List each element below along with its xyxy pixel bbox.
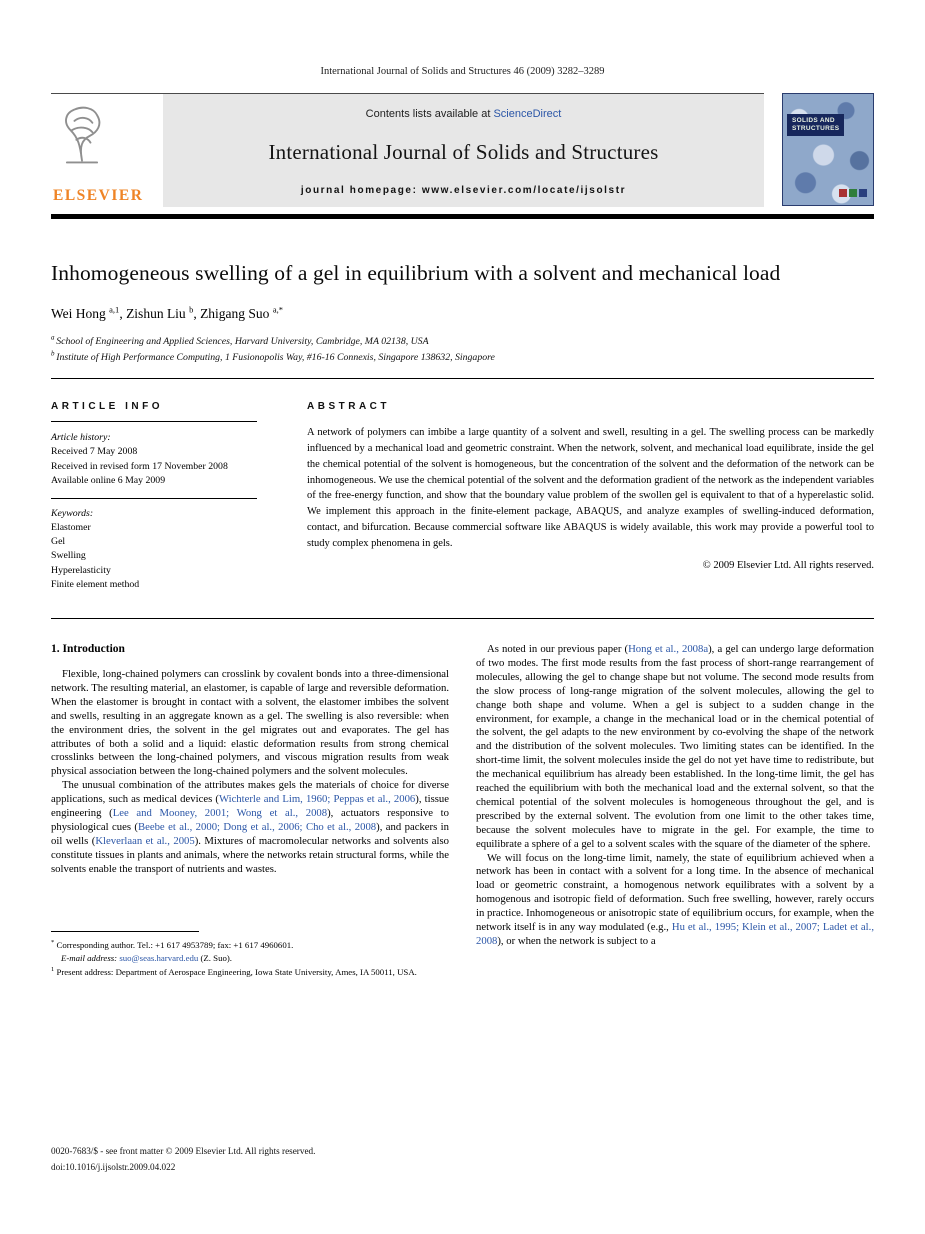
citation-link[interactable]: Beebe et al., 2000; Dong et al., 2006; Cho et al., 2008 [137, 820, 377, 833]
issn-copyright-line: 0020-7683/$ - see front matter © 2009 Elsevier Ltd. All rights reserved. [51, 1146, 316, 1156]
citation-link[interactable]: Lee and Mooney, 2001; Wong et al., 2008 [112, 807, 328, 820]
text-segment: The unusual combination of the attributes makes gels the materials of choice for diverse applications, such as medical devices ( [51, 779, 449, 806]
paragraph [51, 779, 449, 876]
info-separator-rule [51, 498, 257, 499]
superscript: a,* [272, 304, 283, 315]
copyright-line: © 2009 Elsevier Ltd. All rights reserved. [702, 560, 874, 572]
text-segment: ), tissue engineering ( [51, 793, 449, 820]
footnote-corresponding-author [51, 939, 449, 953]
email-link[interactable]: suo@seas.harvard.edu [119, 953, 199, 964]
text-segment: Present address: Department of Aerospace Engineering, Iowa State University, Ames, IA 50011, USA. [54, 966, 417, 977]
body-right-column [476, 643, 874, 979]
header-divider-bar [51, 214, 874, 219]
abstract-heading: ABSTRACT [307, 401, 390, 413]
text-segment: ), actuators responsive to physiological cues ( [51, 807, 449, 833]
history-line: Received 7 May 2008 [51, 446, 138, 458]
text-segment: We will focus on the long-time limit, namely, the state of equilibrium achieved when a network has been in contact with a solvent for a long time. In the absence of mechanical load or geometric constraint, a homogenous network equilibrates with a solvent by a homogenous and isotropic field of deformation. Such free swelling, however, rarely occurs in practice. Inhomogeneous or anisotropic state of equilibrium occurs, for example, when the network itself is in any way modulated (e.g., [476, 851, 874, 934]
history-label: Article history: [51, 432, 111, 444]
superscript: b [189, 304, 194, 315]
text-segment: ), or when the network is subject to a [497, 935, 656, 947]
text-segment: ), a gel can undergo large deformation of two modes. The first mode results from the fast process of short-range rearrangement of molecules, allowing the gel to change shape but not volume. The second mode results from the slow process of long-range migration of the solvent molecules, allowing the gel to change both shape and volume. When a gel is subject to a sudden change in the environment, for example, a change in the mechanical load or in the chemical potential of the solvent, the gel adapts to the new environment by co-evolving the shape of the network and the distribution of the solvent molecules. Two limiting states can be identified. In the short-time limit, the solvent molecules inside the gel do not yet have time to redistribute, but the mechanical equilibrium has already been established. In the long-time limit, the gel has reached the equilibrium with both the mechanical load and the external solvent, so that the chemical potential of the solvent molecules is homogeneous throughout the gel, and is prescribed by the external solvent. The evolution from one limit to the other takes time, because the solvent molecules have to migrate in the gel. For example, the time to equilibrate a sphere of a gel to a solvent scales with the square of the diameter of the sphere. [476, 642, 875, 850]
section-heading-introduction: 1. Introduction [51, 642, 125, 655]
keyword: Hyperelasticity [51, 564, 111, 576]
text-segment: As noted in our previous paper ( [487, 642, 629, 655]
affiliations [51, 334, 874, 365]
text-segment: (Z. Suo). [198, 953, 232, 964]
citation-link[interactable]: Kleverlaan et al., 2005 [95, 834, 195, 847]
text-segment: Flexible, long-chained polymers can crosslink by covalent bonds into a three-dimensional network. The resulting material, an elastomer, is capable of large and reversible deformation. When the elastomer is brought in contact with a solvent, the elastomer imbibes the solvent and swells, resulting in an aggregate known as a gel. The swelling is also reversible: when the environment dries, the solvent in the gel migrates out and evaporates. The gel has attributes of both a solid and a liquid: elastic deformation results from strong chemical crosslinks between the long-chained polymers, and viscous migration results from weak physical association between the long-chained polymers and the solvent molecules. [51, 667, 449, 778]
cover-title [787, 114, 844, 136]
article-title: Inhomogeneous swelling of a gel in equilibrium with a solvent and mechanical load [51, 261, 781, 285]
superscript: b [51, 349, 57, 358]
journal-homepage-link[interactable]: journal homepage: www.elsevier.com/locate/ijsolstr [300, 185, 627, 196]
text-segment: ). Mixtures of macromolecular networks and solvents also constitute tissues in plants and animals, where the networks retain structural forms, while the solvents enable the transport of nutrients and wastes. [51, 834, 449, 875]
title-block-rule [51, 378, 874, 379]
text-segment: School of Engineering and Applied Sciences, Harvard University, Cambridge, MA 02138, USA [56, 336, 429, 347]
superscript: a [51, 333, 57, 342]
paragraph [51, 668, 449, 779]
article-footer [51, 1143, 315, 1175]
contents-line [171, 108, 756, 120]
journal-title: International Journal of Solids and Structures [268, 140, 659, 164]
superscript: 1 [51, 965, 55, 973]
abstract-column [307, 401, 874, 592]
keyword: Swelling [51, 550, 86, 562]
keyword: Elastomer [51, 521, 91, 533]
doi-line: doi:10.1016/j.ijsolstr.2009.04.022 [51, 1162, 176, 1173]
elsevier-tree-icon [53, 102, 111, 175]
contents-prefix: Contents lists available at [365, 108, 494, 120]
journal-banner [51, 93, 874, 207]
cover-title-line2: STRUCTURES [792, 125, 840, 133]
affiliation-b [51, 350, 874, 366]
body-left-column [51, 643, 449, 979]
paragraph [476, 643, 874, 852]
superscript: a,1 [109, 304, 120, 315]
body-text-columns [51, 643, 874, 979]
text-segment: Institute of High Performance Computing, 1 Fusionopolis Way, #16-16 Connexis, Singapore 138632, Singapore [56, 351, 495, 363]
cover-title-line1: SOLIDS AND [792, 117, 835, 124]
superscript: * [51, 938, 55, 946]
paragraph [476, 852, 874, 949]
citation-link[interactable]: Hu et al., 1995; Klein et al., 2007; Ladet et al., 2008 [476, 921, 874, 947]
affiliation-a [51, 334, 874, 350]
abstract-text: A network of polymers can imbibe a large quantity of a solvent and swell, resulting in a gel. The swelling process can be markedly influenced by a mechanical load and geometric constraint. When the network, solvent, and mechanical load equilibrate, inside the gel the chemical potential of the solvent is homogeneous, but the concentration of the solvent and the deformation of the network can be inhomogeneous. We use the chemical potential of the solvent and the deformation gradient of the network as the independent variables of the free-energy function, and show that the boundary value problem of the swollen gel is equivalent to that of a hyperelastic solid. We implement this approach in the finite-element package, ABAQUS, and analyze examples of swelling-induced deformation, contact, and bifurcation. Because commercial software like ABAQUS is widely available, this work may provide a powerful tool to study complex phenomena in gels. [307, 427, 874, 549]
footnote-present-address [51, 966, 449, 980]
text-segment: Wei Hong [51, 306, 110, 321]
history-line: Received in revised form 17 November 2008 [51, 460, 228, 472]
footnote-separator-rule [51, 931, 199, 932]
text-segment: E-mail address: [61, 953, 120, 964]
text-segment: , Zishun Liu [119, 306, 190, 321]
cover-issue-flags [839, 189, 867, 197]
sciencedirect-link[interactable]: ScienceDirect [493, 108, 562, 120]
banner-main [51, 93, 764, 207]
article-info-column [51, 401, 257, 592]
footnotes-block [51, 931, 449, 980]
journal-citation-line: International Journal of Solids and Structures 46 (2009) 3282–3289 [320, 66, 605, 77]
text-segment: ), and packers in oil wells ( [51, 820, 449, 847]
text-segment: Corresponding author. Tel.: +1 617 4953789; fax: +1 617 4960601. [54, 939, 294, 950]
article-info-heading: ARTICLE INFO [51, 401, 257, 422]
author-line [51, 306, 874, 322]
footnote-email [51, 952, 449, 966]
journal-cover-thumbnail[interactable] [782, 93, 874, 206]
elsevier-wordmark: ELSEVIER [53, 187, 144, 204]
citation-link[interactable]: Hong et al., 2008a [628, 642, 709, 655]
elsevier-logo[interactable] [51, 94, 163, 207]
keyword: Gel [51, 536, 66, 548]
history-line: Available online 6 May 2009 [51, 474, 166, 486]
keywords-label: Keywords: [51, 507, 94, 519]
citation-link[interactable]: Wichterle and Lim, 1960; Peppas et al., 2006 [218, 793, 416, 806]
journal-info-box [163, 94, 764, 207]
keyword: Finite element method [51, 578, 140, 590]
info-abstract-section [51, 401, 874, 619]
text-segment: , Zhigang Suo [193, 306, 273, 321]
